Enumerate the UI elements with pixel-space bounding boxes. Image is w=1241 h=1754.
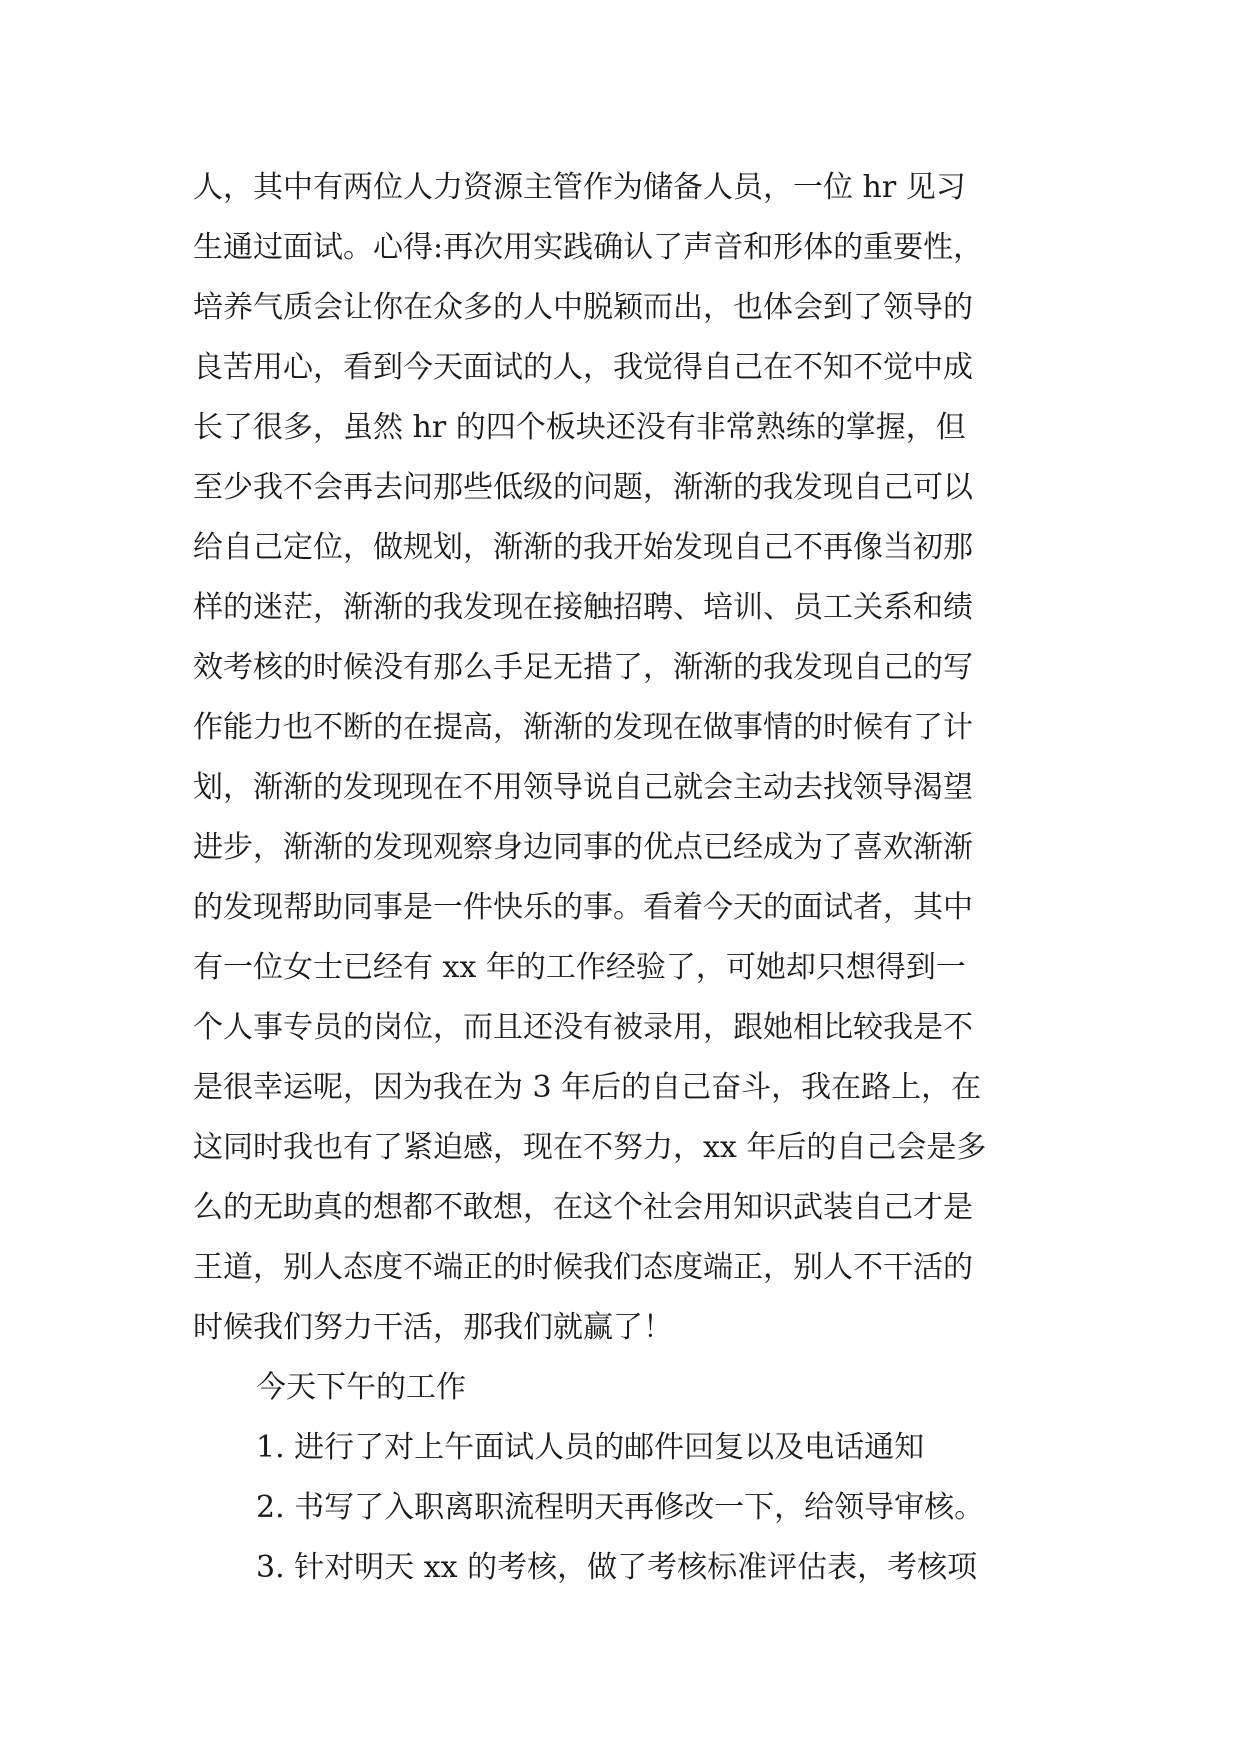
paragraph-line: 时候我们努力干活，那我们就赢了！ xyxy=(193,1310,673,1345)
paragraph-line: 王道，别人态度不端正的时候我们态度端正，别人不干活的 xyxy=(193,1250,973,1285)
paragraph-line: 的发现帮助同事是一件快乐的事。看着今天的面试者，其中 xyxy=(193,890,973,925)
paragraph-line: 样的迷茫，渐渐的我发现在接触招聘、培训、员工关系和绩 xyxy=(193,590,973,625)
paragraph-line: 划，渐渐的发现现在不用领导说自己就会主动去找领导渴望 xyxy=(193,770,973,805)
paragraph-line: 良苦用心，看到今天面试的人，我觉得自己在不知不觉中成 xyxy=(193,350,973,385)
paragraph-line: 是很幸运呢，因为我在为 3 年后的自己奋斗，我在路上，在 xyxy=(193,1070,982,1105)
paragraph-line: 效考核的时候没有那么手足无措了，渐渐的我发现自己的写 xyxy=(193,650,973,685)
paragraph-line: 至少我不会再去问那些低级的问题，渐渐的我发现自己可以 xyxy=(193,470,973,505)
paragraph-line: 么的无助真的想都不敢想，在这个社会用知识武装自己才是 xyxy=(193,1190,973,1225)
paragraph-line: 生通过面试。心得:再次用实践确认了声音和形体的重要性， xyxy=(193,230,984,265)
paragraph-line: 作能力也不断的在提高，渐渐的发现在做事情的时候有了计 xyxy=(193,710,973,745)
paragraph-line: 个人事专员的岗位，而且还没有被录用，跟她相比较我是不 xyxy=(193,1010,973,1045)
paragraph-line: 进步，渐渐的发现观察身边同事的优点已经成为了喜欢渐渐 xyxy=(193,830,973,865)
paragraph-line: 这同时我也有了紧迫感，现在不努力，xx 年后的自己会是多 xyxy=(193,1130,987,1165)
paragraph-line: 给自己定位，做规划，渐渐的我开始发现自己不再像当初那 xyxy=(193,530,973,565)
list-item: 3. 针对明天 xx 的考核，做了考核标准评估表，考核项 xyxy=(256,1550,978,1585)
paragraph-line: 长了很多，虽然 hr 的四个板块还没有非常熟练的掌握，但 xyxy=(193,410,966,445)
document-body xyxy=(193,158,1073,1598)
paragraph-line: 培养气质会让你在众多的人中脱颖而出，也体会到了领导的 xyxy=(193,290,973,325)
list-item: 1. 进行了对上午面试人员的邮件回复以及电话通知 xyxy=(256,1430,925,1465)
paragraph-line: 人，其中有两位人力资源主管作为储备人员，一位 hr 见习 xyxy=(193,170,966,205)
list-item: 2. 书写了入职离职流程明天再修改一下，给领导审核。 xyxy=(256,1490,985,1525)
paragraph-line: 有一位女士已经有 xx 年的工作经验了，可她却只想得到一 xyxy=(193,950,966,985)
section-heading: 今天下午的工作 xyxy=(256,1370,466,1405)
